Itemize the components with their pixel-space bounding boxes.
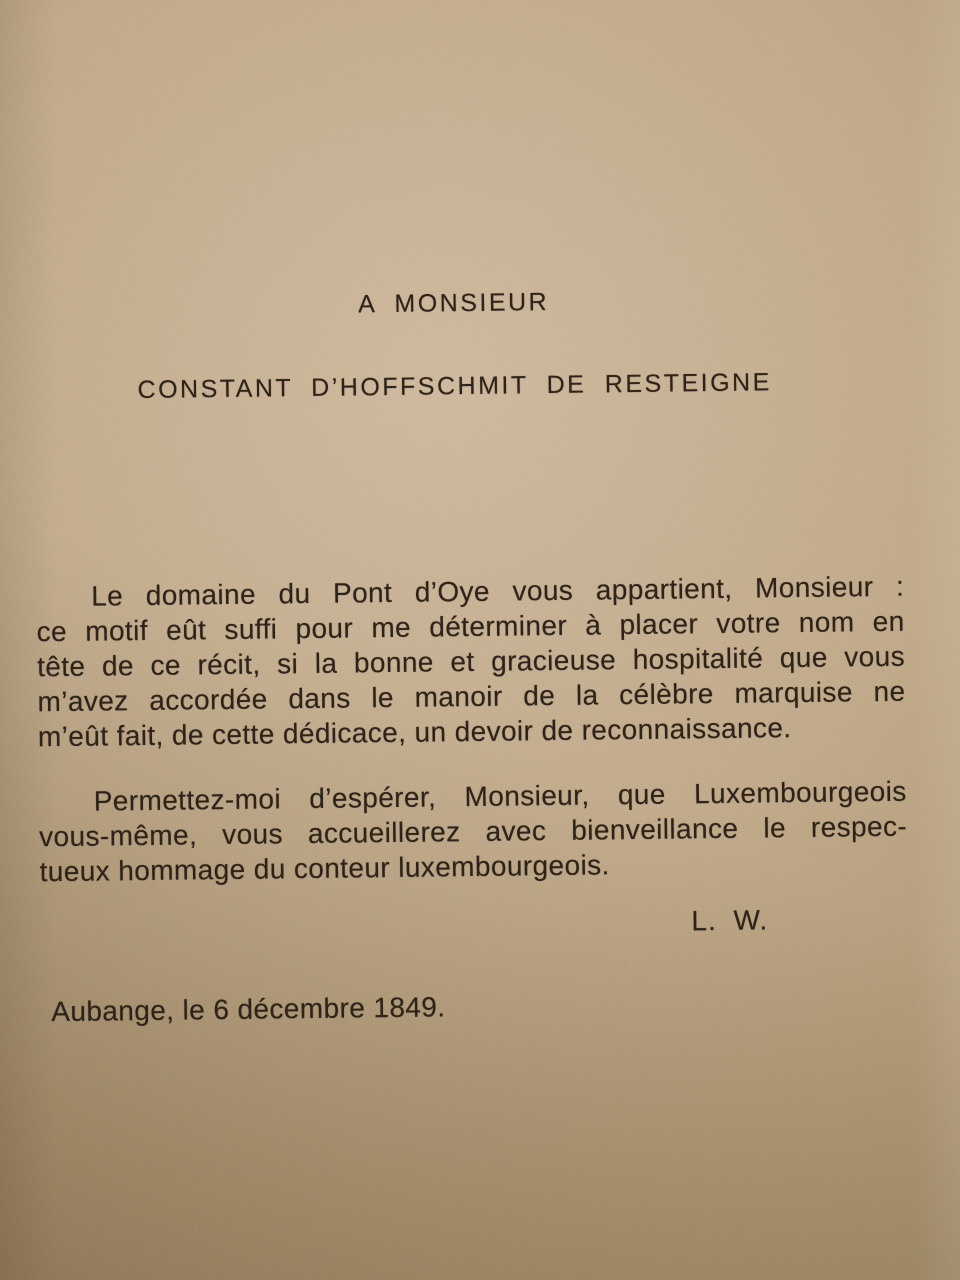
text-line: vous-même, vous accueillerez avec bienveillance le respec- [38,810,908,853]
text-line: ce motif eût suffi pour me déterminer à placer votre nom en [36,605,905,648]
dedication-page-text [33,286,910,1030]
text-line: m’eût fait, de cette dédicace, un devoir de reconnaissance. [37,712,792,753]
dedication-heading: A MONSIEUR [358,288,550,319]
text-line: Permettez-moi d’espérer, Monsieur, que Luxembourgeois [93,775,907,817]
text-line: Le domaine du Pont d’Oye vous appartient, Monsieur : [91,570,905,612]
author-initials: L. W. [691,904,769,937]
text-line: tête de ce récit, si la bonne et gracieuse hospitalité que vous [36,640,906,683]
dateline: Aubange, le 6 décembre 1849. [51,991,446,1028]
dedication-paragraph-2 [39,774,908,890]
text-line: tueux hommage du conteur luxembourgeois. [39,849,610,888]
dedication-paragraph-1 [36,569,906,755]
dedicatee-name: CONSTANT D’HOFFSCHMIT DE RESTEIGNE [137,368,772,405]
text-line: m’avez accordée dans le manoir de la célèbre marquise ne [37,675,906,718]
